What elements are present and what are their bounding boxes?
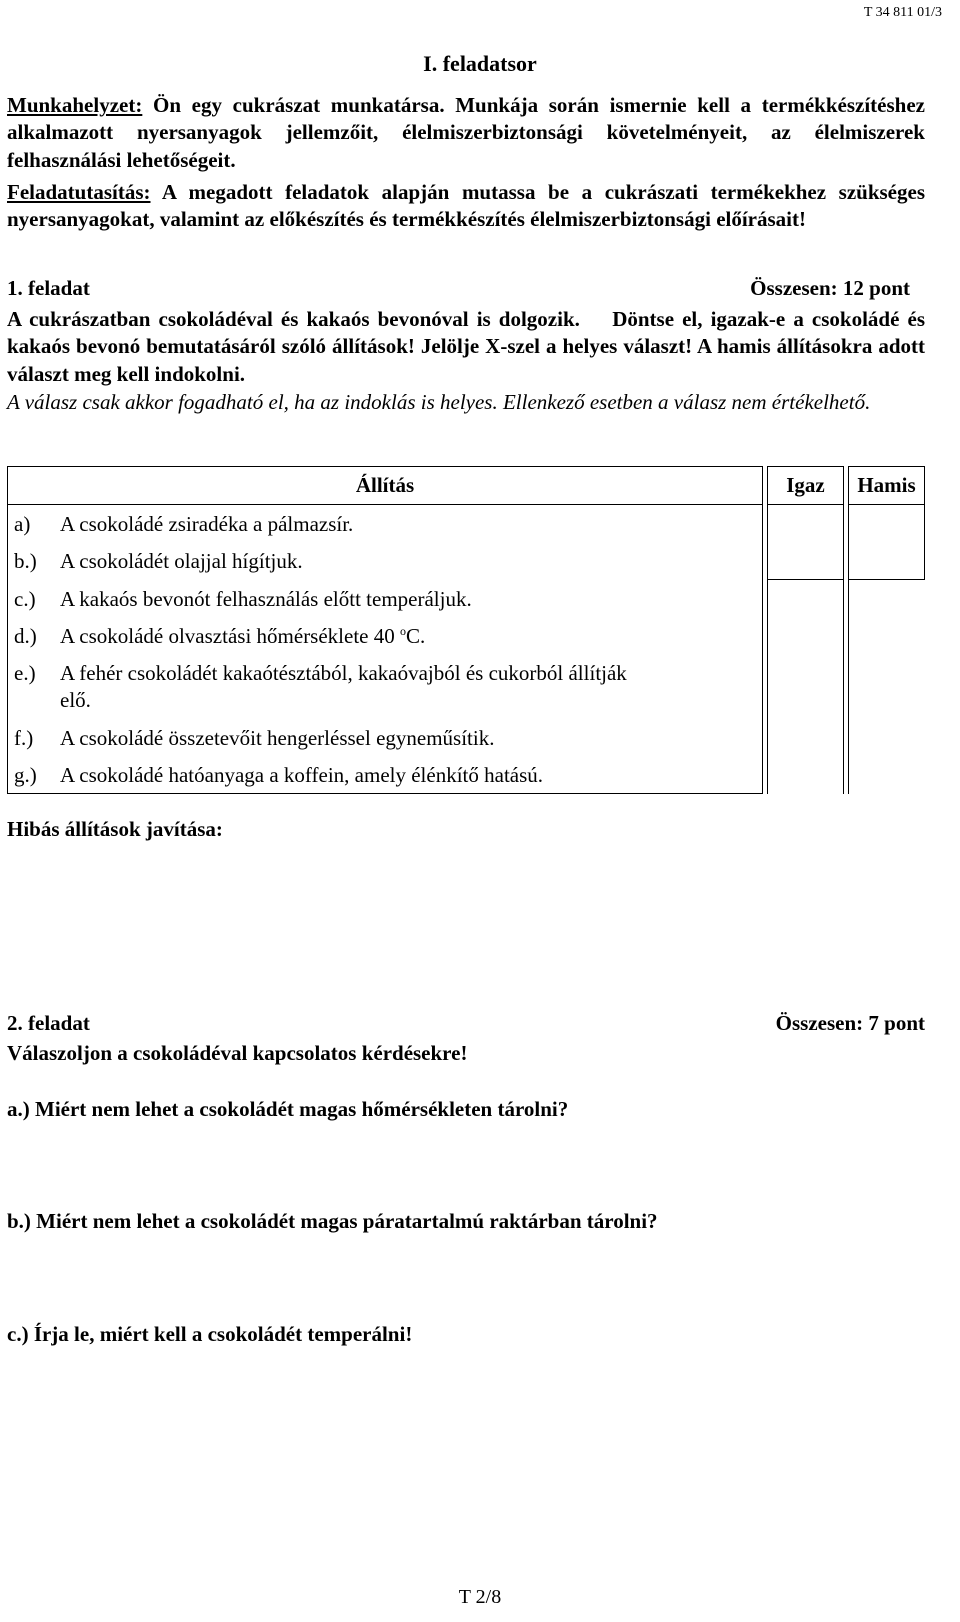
corrections-label: Hibás állítások javítása: (7, 817, 223, 841)
question-b: b.) Miért nem lehet a csokoládét magas páratartalmú raktárban tárolni? (7, 1209, 658, 1233)
instruction-text: A megadott feladatok alapján mutassa be a cukrászati termékekhez szükséges nyersanyagokat, valamint az előkészítés és termékkészítés élelmiszerbiztonsági előírásait! (7, 180, 925, 232)
document-code: T 34 811 01/3 (863, 5, 942, 20)
header-true: Igaz (768, 467, 844, 505)
task1-instruction: A cukrászatban csokoládéval és kakaós bevonóval is dolgozik. Döntse el, igazak-e a csokoládé és kakaós bevonó bemutatásáról szóló állítások! Jelölje X-szel a helyes választ! A hamis állításokra adott választ meg kell indokolni. (7, 307, 931, 386)
table-row: g.) A csokoládé hatóanyaga a koffein, amely élénkítő hatású. (8, 756, 925, 794)
header-false: Hamis (849, 467, 925, 505)
task2-points: Összesen: 7 pont (775, 1011, 925, 1035)
task2-title: 2. feladat (7, 1011, 90, 1035)
task1-header (7, 275, 910, 302)
table-row: e.) A fehér csokoládét kakaótésztából, kakaóvajból és cukorból állítják elő. (8, 654, 925, 719)
page-title: I. feladatsor (423, 51, 537, 76)
task2-header (7, 1010, 925, 1037)
corrections-answer-area[interactable] (7, 850, 925, 990)
answer-area-b[interactable] (7, 1242, 925, 1312)
instruction-paragraph (7, 179, 925, 234)
question-c: c.) Írja le, miért kell a csokoládét temperálni! (7, 1322, 413, 1346)
table-row: d.) A csokoládé olvasztási hőmérséklete 40 $^o$C. (8, 617, 925, 654)
table-row: a) A csokoládé zsiradéka a pálmazsír. (8, 505, 925, 543)
table-row: c.) A kakaós bevonót felhasználás előtt temperáljuk. (8, 580, 925, 617)
task1-points: Összesen: 12 pont (750, 276, 910, 300)
situation-paragraph (7, 92, 925, 174)
table-header-row (8, 467, 925, 505)
task1-title: 1. feladat (7, 276, 90, 300)
instruction-label: Feladatutasítás: (7, 180, 151, 204)
situation-text: Ön egy cukrászat munkatársa. Munkája során ismernie kell a termékkészítéshez alkalmazott nyersanyagok jellemzőit, élelmiszerbiztonsági követelményeit, az élelmiszerek felhasználási lehetőségeit. (7, 93, 925, 172)
answer-false-box-a[interactable] (849, 505, 925, 580)
answer-area-a[interactable] (7, 1130, 925, 1200)
answer-true-box-a[interactable] (768, 505, 844, 580)
situation-label: Munkahelyzet: (7, 93, 143, 117)
header-statement: Állítás (8, 467, 763, 505)
page-number: T 2/8 (458, 1586, 502, 1608)
question-a: a.) Miért nem lehet a csokoládét magas hőmérsékleten tárolni? (7, 1097, 569, 1121)
table-row: f.) A csokoládé összetevőit hengerléssel egyneműsítik. (8, 719, 925, 756)
statements-table (7, 466, 925, 794)
answer-area-c[interactable] (7, 1355, 925, 1565)
task2-instruction: Válaszoljon a csokoládéval kapcsolatos kérdésekre! (7, 1041, 468, 1065)
task1-note: A válasz csak akkor fogadható el, ha az indoklás is helyes. Ellenkező esetben a válasz nem értékelhető. (7, 390, 871, 414)
table-row: b.) A csokoládét olajjal hígítjuk. (8, 542, 925, 579)
